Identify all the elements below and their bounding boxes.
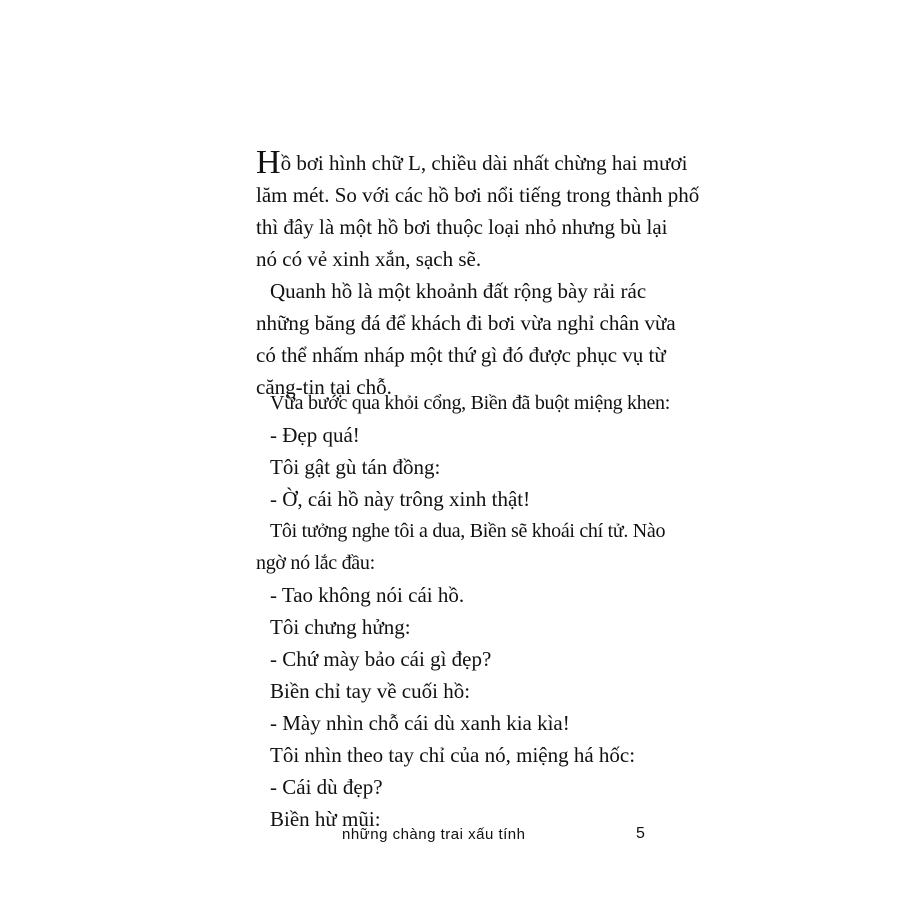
- paragraph-11: [270, 675, 690, 707]
- paragraph-9: [270, 611, 690, 643]
- running-footer-title: những chàng trai xấu tính: [342, 826, 526, 843]
- paragraph-2: [256, 275, 690, 403]
- dialogue-line: - Tao không nói cái hồ.: [270, 583, 465, 607]
- paragraph-1-line-1-rest: ồ bơi hình chữ L, chiều dài nhất chừng hai mươi: [280, 151, 688, 175]
- page-number: 5: [636, 825, 645, 842]
- drop-cap: H: [256, 144, 281, 181]
- paragraph-12: [270, 707, 690, 739]
- narration-line: Tôi nhìn theo tay chỉ của nó, miệng há hốc:: [270, 743, 636, 767]
- paragraph-2-line-2: những băng đá để khách đi bơi vừa nghỉ chân vừa: [256, 311, 676, 335]
- paragraph-6: [270, 483, 690, 515]
- paragraph-5: [270, 451, 690, 483]
- dialogue-line: - Cái dù đẹp?: [270, 775, 383, 799]
- narration-line: Biền chỉ tay về cuối hồ:: [270, 679, 471, 703]
- paragraph-1-line-2: lăm mét. So với các hồ bơi nổi tiếng trong thành phố: [256, 183, 700, 207]
- paragraph-3: [270, 387, 690, 419]
- dialogue-line: - Chứ mày bảo cái gì đẹp?: [270, 647, 492, 671]
- paragraph-14: [270, 771, 690, 803]
- narration-line: Tôi gật gù tán đồng:: [270, 455, 441, 479]
- dialogue-line: - Ờ, cái hồ này trông xinh thật!: [270, 487, 531, 511]
- paragraph-7: [256, 515, 690, 579]
- paragraph-2-line-4: căng-tin tại chỗ.: [256, 375, 392, 399]
- paragraph-2-line-3: có thể nhấm nháp một thứ gì đó được phục vụ từ: [256, 343, 666, 367]
- dialogue-line: - Đẹp quá!: [270, 423, 360, 447]
- paragraph-1-line-3: thì đây là một hồ bơi thuộc loại nhỏ nhưng bù lại: [256, 215, 668, 239]
- paragraph-1: [256, 144, 700, 275]
- narration-line: Tôi chưng hửng:: [270, 615, 411, 639]
- paragraph-3-line-1: Vừa bước qua khỏi cổng, Biền đã buột miệng khen:: [270, 392, 670, 414]
- paragraph-7-line-1: Tôi tưởng nghe tôi a dua, Biền sẽ khoái chí tử. Nào: [270, 520, 666, 542]
- paragraph-7-line-2: ngờ nó lắc đầu:: [256, 552, 375, 574]
- paragraph-4: [270, 419, 690, 451]
- paragraph-1-line-1: [256, 144, 688, 181]
- paragraph-8: [270, 579, 690, 611]
- dialogue-line: - Mày nhìn chỗ cái dù xanh kia kìa!: [270, 711, 570, 735]
- paragraph-10: [270, 643, 690, 675]
- narration-line: Biền hừ mũi:: [270, 807, 381, 831]
- paragraph-13: [270, 739, 690, 771]
- paragraph-2-line-1: Quanh hồ là một khoảnh đất rộng bày rải rác: [270, 279, 647, 303]
- paragraph-1-line-4: nó có vẻ xinh xắn, sạch sẽ.: [256, 247, 482, 271]
